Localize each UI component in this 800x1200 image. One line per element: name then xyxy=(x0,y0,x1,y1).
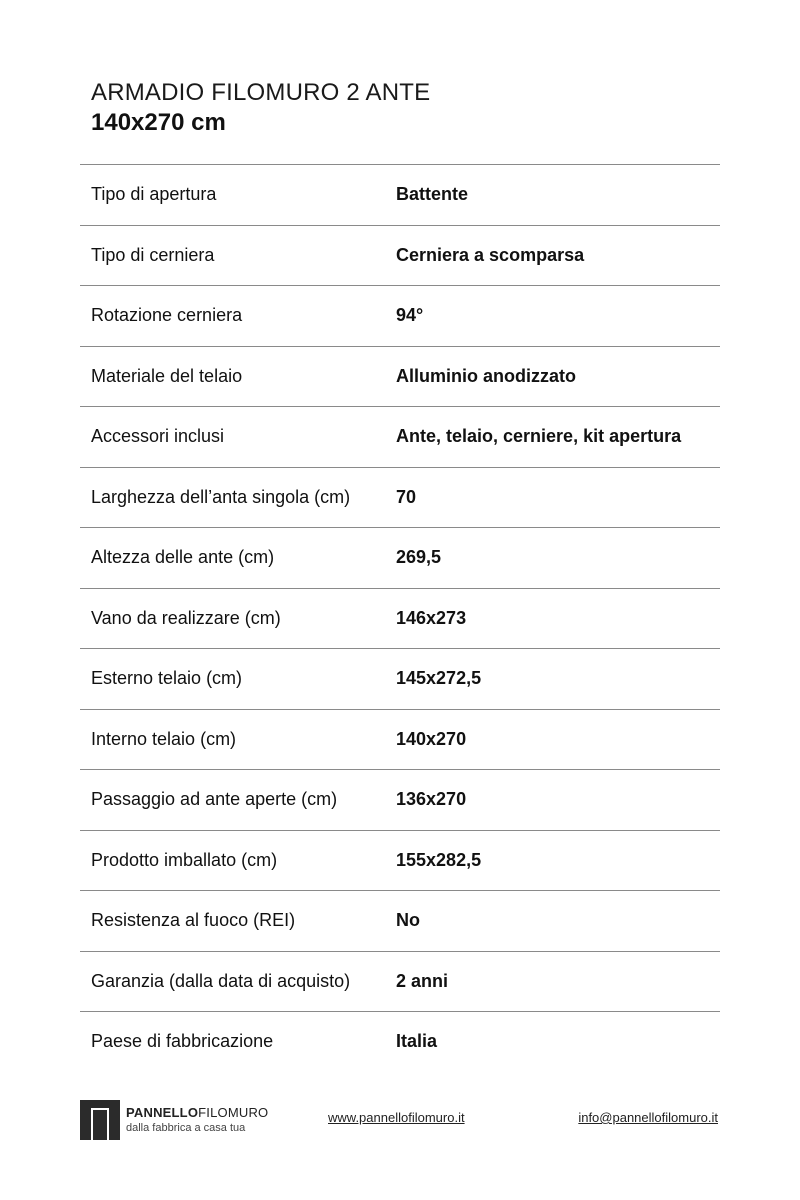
website-link[interactable]: www.pannellofilomuro.it xyxy=(328,1110,465,1125)
spec-value: Battente xyxy=(396,184,469,205)
spec-label: Tipo di cerniera xyxy=(91,244,215,265)
logo-tagline: dalla fabbrica a casa tua xyxy=(126,1122,246,1134)
spec-value: 155x282,5 xyxy=(396,849,482,870)
spec-label: Esterno telaio (cm) xyxy=(91,668,243,689)
spec-value: Ante, telaio, cerniere, kit apertura xyxy=(396,426,682,447)
spec-value: 269,5 xyxy=(396,547,442,568)
spec-value: Cerniera a scomparsa xyxy=(396,244,585,265)
spec-row xyxy=(80,770,720,831)
spec-label: Rotazione cerniera xyxy=(91,305,243,326)
logo-name-part1: PANNELLO xyxy=(126,1105,199,1120)
spec-value: 140x270 xyxy=(396,728,467,749)
logo-name xyxy=(126,1105,268,1121)
spec-value: Italia xyxy=(396,1031,438,1052)
spec-value: 94° xyxy=(396,305,424,326)
spec-value: 146x273 xyxy=(396,607,467,628)
product-size: 140x270 cm xyxy=(91,109,226,136)
spec-row xyxy=(80,831,720,892)
spec-value: 70 xyxy=(396,486,417,507)
spec-row xyxy=(80,468,720,529)
spec-label: Accessori inclusi xyxy=(91,426,225,447)
spec-label: Garanzia (dalla data di acquisto) xyxy=(91,970,351,991)
page-header xyxy=(91,78,430,138)
spec-label: Altezza delle ante (cm) xyxy=(91,547,275,568)
page-footer xyxy=(80,1098,720,1142)
spec-row xyxy=(80,1012,720,1072)
spec-label: Prodotto imballato (cm) xyxy=(91,849,278,870)
spec-row xyxy=(80,649,720,710)
spec-value: Alluminio anodizzato xyxy=(396,365,576,386)
email-link[interactable]: info@pannellofilomuro.it xyxy=(578,1110,718,1125)
logo-text xyxy=(126,1105,268,1135)
spec-row xyxy=(80,226,720,287)
product-title: ARMADIO FILOMURO 2 ANTE xyxy=(91,79,431,106)
spec-row xyxy=(80,710,720,771)
spec-label: Passaggio ad ante aperte (cm) xyxy=(91,789,338,810)
spec-row xyxy=(80,891,720,952)
spec-table xyxy=(80,164,720,1072)
spec-label: Larghezza dell’anta singola (cm) xyxy=(91,486,351,507)
spec-label: Resistenza al fuoco (REI) xyxy=(91,910,296,931)
logo-name-part2: FILOMURO xyxy=(198,1105,269,1120)
spec-row xyxy=(80,952,720,1013)
spec-row xyxy=(80,347,720,408)
spec-label: Tipo di apertura xyxy=(91,184,217,205)
spec-row xyxy=(80,528,720,589)
spec-label: Vano da realizzare (cm) xyxy=(91,607,281,628)
spec-label: Interno telaio (cm) xyxy=(91,728,237,749)
spec-value: 145x272,5 xyxy=(396,668,482,689)
spec-value: No xyxy=(396,910,420,931)
spec-label: Paese di fabbricazione xyxy=(91,1031,274,1052)
spec-row xyxy=(80,165,720,226)
spec-row xyxy=(80,407,720,468)
spec-row xyxy=(80,286,720,347)
brand-logo xyxy=(80,1100,268,1140)
spec-value: 2 anni xyxy=(396,970,449,991)
door-frame-logo-icon xyxy=(80,1100,120,1140)
spec-label: Materiale del telaio xyxy=(91,365,243,386)
spec-value: 136x270 xyxy=(396,789,467,810)
spec-row xyxy=(80,589,720,650)
